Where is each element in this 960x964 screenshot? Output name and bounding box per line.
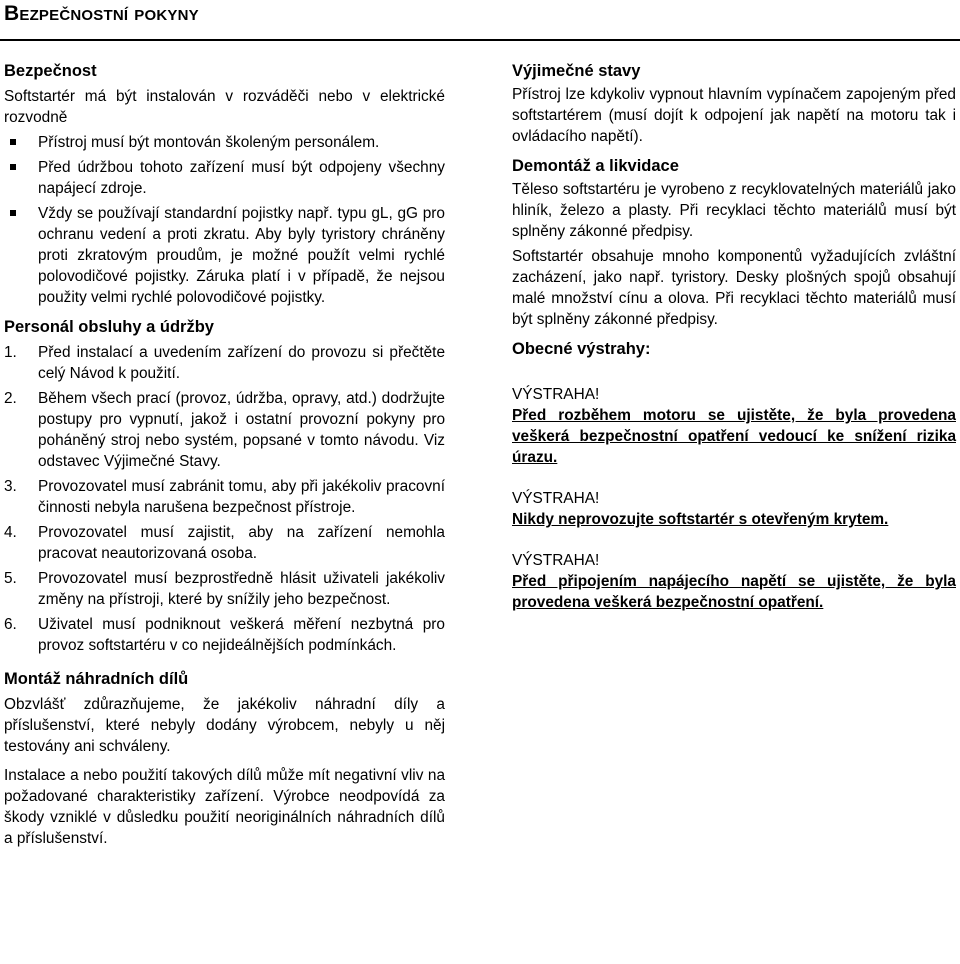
disposal-paragraph: Těleso softstartéru je vyrobeno z recyklovatelných materiálů jako hliník, železo a plasty. Při recyklaci těchto materiálů musí být splněny zákonné předpisy. bbox=[512, 181, 956, 240]
safety-heading: Bezpečnost bbox=[4, 62, 97, 80]
page-title: Bezpečnostní pokyny bbox=[4, 2, 199, 25]
safety-intro: Softstartér má být instalován v rozváděči nebo v elektrické rozvodně bbox=[4, 88, 445, 126]
staff-item-text: Provozovatel musí zabránit tomu, aby při jakékoliv pracovní činnosti nebyla narušena bezpečnost přístroje. bbox=[38, 478, 445, 516]
warning-text: Nikdy neprovozujte softstartér s otevřeným krytem. bbox=[512, 511, 889, 528]
exceptional-heading: Výjimečné stavy bbox=[512, 62, 641, 80]
staff-heading: Personál obsluhy a údržby bbox=[4, 318, 214, 336]
staff-item-number: 2. bbox=[4, 390, 17, 407]
safety-bullet: Přístroj musí být montován školeným personálem. bbox=[4, 132, 445, 153]
parts-paragraph: Obzvlášť zdůrazňujeme, že jakékoliv náhradní díly a příslušenství, které nebyly dodány výrobcem, nebyly u něj testovány ani schváleny. bbox=[4, 696, 445, 755]
title-divider bbox=[0, 39, 960, 41]
right-column bbox=[512, 60, 956, 613]
warning-label: VÝSTRAHA! bbox=[512, 490, 600, 507]
safety-bullet: Před údržbou tohoto zařízení musí být odpojeny všechny napájecí zdroje. bbox=[4, 157, 445, 199]
staff-item-number: 4. bbox=[4, 524, 17, 541]
staff-item-number: 6. bbox=[4, 616, 17, 633]
staff-item bbox=[4, 568, 445, 610]
parts-heading: Montáž náhradních dílů bbox=[4, 670, 189, 688]
staff-item bbox=[4, 342, 445, 384]
safety-bullet: Vždy se používají standardní pojistky např. typu gL, gG pro ochranu vedení a proti zkratu. Aby byly tyristory chráněny proti zkratovým proudům, je možné použít velmi rychlé polovodičové pojistky. Záruka platí i v případě, že nejsou použity velmi rychlé polovodičové pojistky. bbox=[4, 203, 445, 308]
disposal-heading: Demontáž a likvidace bbox=[512, 157, 679, 175]
disposal-paragraph: Softstartér obsahuje mnoho komponentů vyžadujících zvláštní zacházení, jako např. tyristory. Desky plošných spojů obsahují malé množství cínu a olova. Při recyklaci těchto materiálů musí být splněny zákonné předpisy. bbox=[512, 248, 956, 328]
staff-item-text: Před instalací a uvedením zařízení do provozu si přečtěte celý Návod k použití. bbox=[38, 344, 445, 382]
exceptional-text: Přístroj lze kdykoliv vypnout hlavním vypínačem zapojeným před softstartérem (musí dojít k odpojení jak napětí na motoru tak i ovládacího napětí). bbox=[512, 86, 956, 145]
staff-item-number: 5. bbox=[4, 570, 17, 587]
staff-item-text: Provozovatel musí bezprostředně hlásit uživateli jakékoliv změny na přístroji, které by snížily jeho bezpečnost. bbox=[38, 570, 445, 608]
staff-item-text: Provozovatel musí zajistit, aby na zařízení nemohla pracovat neautorizovaná osoba. bbox=[38, 524, 445, 562]
warning-label: VÝSTRAHA! bbox=[512, 552, 600, 569]
parts-paragraph: Instalace a nebo použití takových dílů může mít negativní vliv na požadované charakteristiky zařízení. Výrobce neodpovídá za škody vzniklé v důsledku použití neoriginálních náhradních dílů a příslušenství. bbox=[4, 767, 445, 847]
warning-label: VÝSTRAHA! bbox=[512, 386, 600, 403]
warning-text: Před připojením napájecího napětí se ujistěte, že byla provedena veškerá bezpečnostní opatření. bbox=[512, 573, 956, 611]
left-column bbox=[4, 60, 445, 849]
staff-item bbox=[4, 614, 445, 656]
staff-item-number: 3. bbox=[4, 478, 17, 495]
general-warnings-heading: Obecné výstrahy: bbox=[512, 340, 651, 358]
staff-item-text: Během všech prací (provoz, údržba, opravy, atd.) dodržujte postupy pro vypnutí, jakož i ostatní provozní pokyny pro poháněný stroj nebo systém, popsané v tomto návodu. Viz odstavec Výjimečné Stavy. bbox=[38, 390, 445, 470]
staff-item-text: Uživatel musí podniknout veškerá měření nezbytná pro provoz softstartéru v co nejideálnějších podmínkách. bbox=[38, 616, 445, 654]
staff-item-number: 1. bbox=[4, 344, 17, 361]
staff-item bbox=[4, 476, 445, 518]
warning-text: Před rozběhem motoru se ujistěte, že byla provedena veškerá bezpečnostní opatření vedoucí ke snížení rizika úrazu. bbox=[512, 407, 956, 466]
staff-item bbox=[4, 388, 445, 472]
staff-item bbox=[4, 522, 445, 564]
